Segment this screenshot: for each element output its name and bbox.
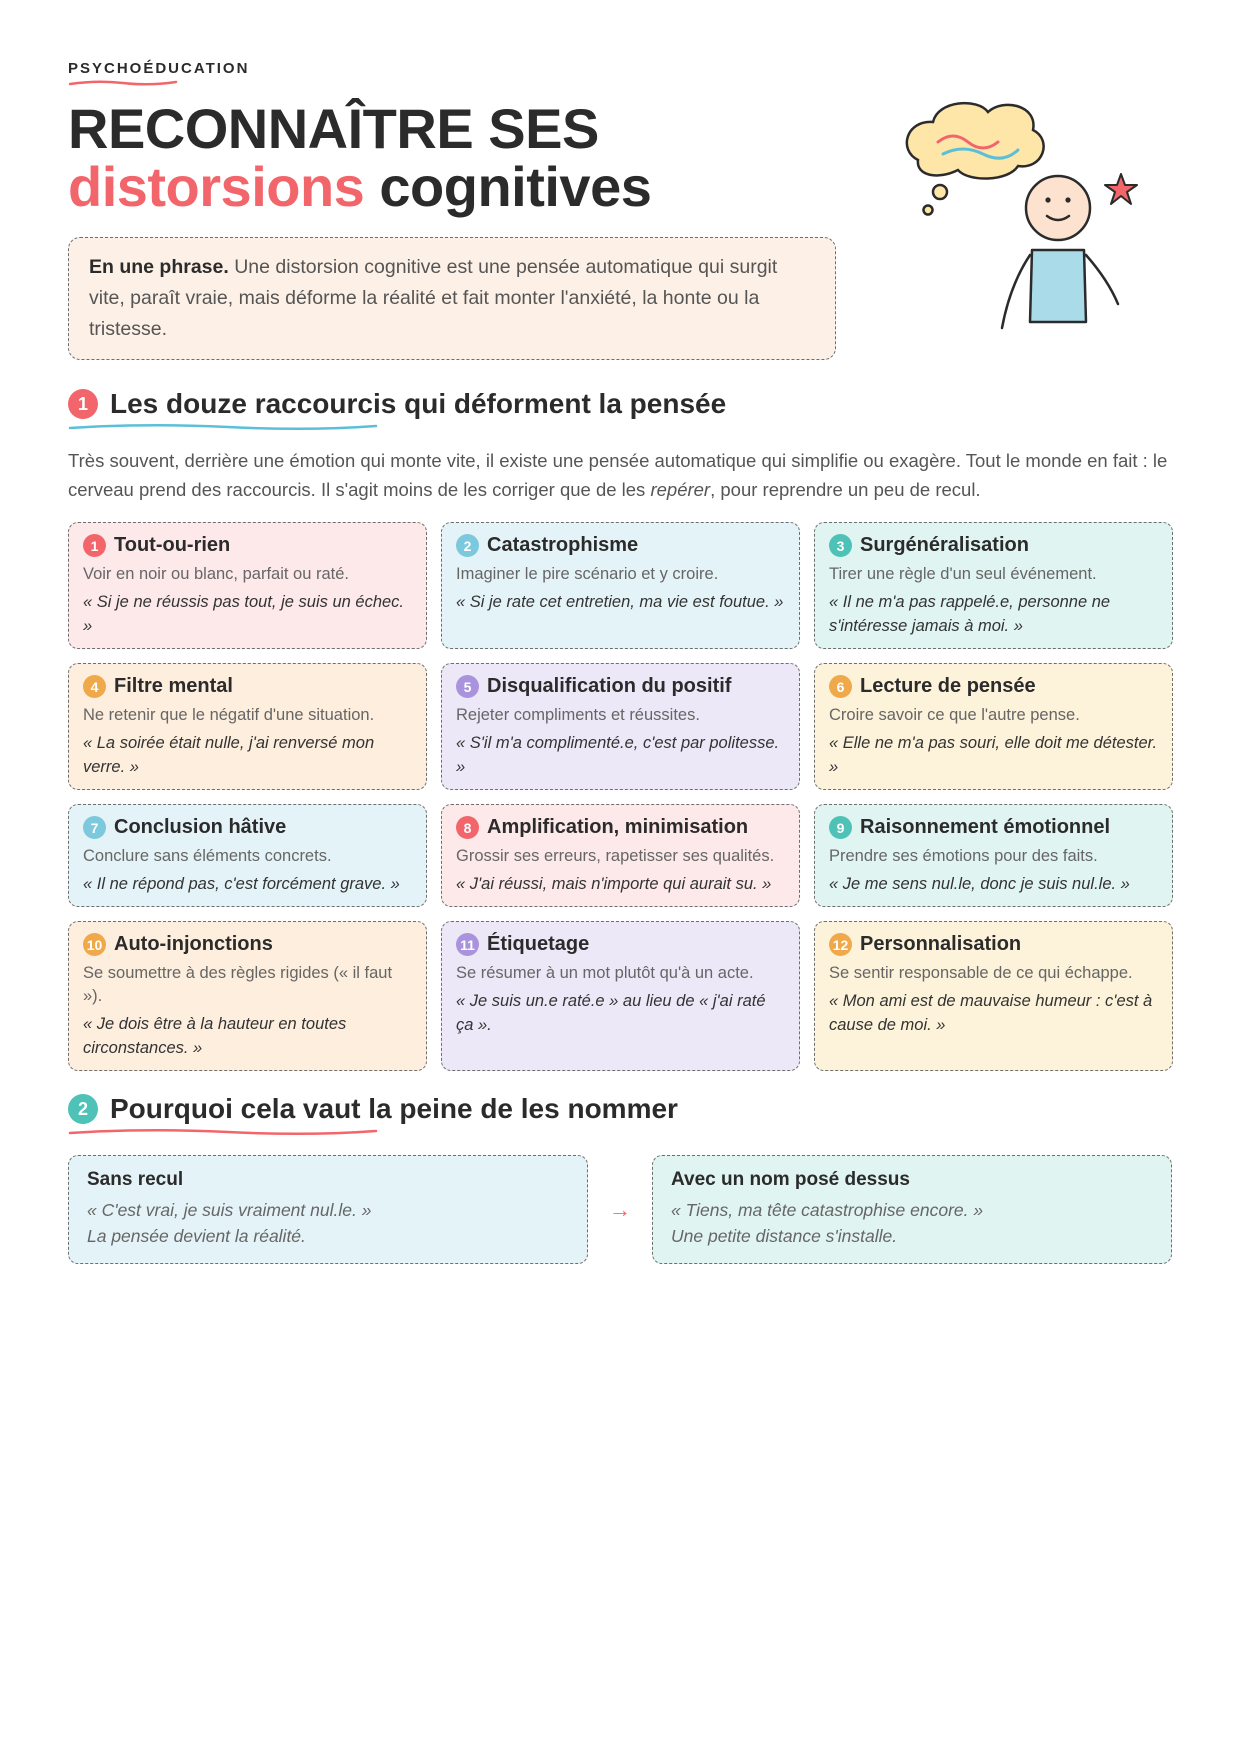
distortion-card (441, 804, 800, 907)
card-header (829, 816, 1158, 839)
kicker: PSYCHOÉDUCATION (68, 60, 250, 77)
card-name: Amplification, minimisation (487, 816, 749, 838)
card-header (456, 534, 785, 557)
card-name: Auto-injonctions (114, 933, 273, 955)
without-distance-note: La pensée devient la réalité. (87, 1226, 306, 1246)
section-1-heading (68, 388, 1172, 420)
card-description: Rejeter compliments et réussites. (456, 706, 700, 724)
card-number: 3 (829, 534, 852, 557)
title-line-1: RECONNAÎTRE SES (68, 97, 599, 160)
with-name-box (652, 1155, 1172, 1264)
card-description: Se soumettre à des règles rigides (« il faut »). (83, 964, 393, 1005)
card-number: 11 (456, 933, 479, 956)
card-example: « La soirée était nulle, j'ai renversé mon verre. » (83, 734, 375, 776)
card-name: Étiquetage (487, 933, 590, 955)
card-number: 6 (829, 675, 852, 698)
lead-emphasis: repérer (650, 479, 711, 500)
card-name: Personnalisation (860, 933, 1022, 955)
card-header (456, 675, 785, 698)
distortion-card (441, 522, 800, 649)
comparison-row (68, 1155, 1172, 1264)
page (68, 60, 1172, 1264)
distortion-card (68, 921, 427, 1071)
card-header (829, 675, 1158, 698)
section-2-title: Pourquoi cela vaut la peine de les nommer (110, 1093, 678, 1124)
card-name: Tout-ou-rien (114, 534, 231, 556)
card-number: 10 (83, 933, 106, 956)
lead-part-a: Très souvent, derrière une émotion qui monte vite, il existe une pensée automatique qui simplifie ou exagère. Tout le monde en fait : le cerveau prend des raccourcis. Il s'agit moins de les corriger que de les (68, 450, 1168, 500)
card-example: « J'ai réussi, mais n'importe qui aurait su. » (456, 875, 772, 893)
card-example: « Il ne répond pas, c'est forcément grave. » (83, 875, 400, 893)
card-description: Imaginer le pire scénario et y croire. (456, 565, 719, 583)
section-1-lead (68, 446, 1168, 504)
title-rest: cognitives (379, 155, 652, 218)
with-name-note: Une petite distance s'installe. (671, 1226, 898, 1246)
distortion-card (814, 522, 1173, 649)
card-example: « Je suis un.e raté.e » au lieu de « j'ai raté ça ». (456, 992, 766, 1034)
kicker-underline (68, 79, 178, 87)
distortion-card (68, 804, 427, 907)
card-header (83, 675, 412, 698)
card-number: 5 (456, 675, 479, 698)
distortion-card (68, 522, 427, 649)
arrow-right-icon: → (609, 1196, 631, 1222)
with-name-quote: « Tiens, ma tête catastrophise encore. » (671, 1200, 984, 1220)
distortions-grid (68, 522, 1172, 1071)
intro-text: Une distorsion cognitive est une pensée automatique qui surgit vite, paraît vraie, mais déforme la réalité et fait monter l'anxiété, la honte ou la tristesse. (89, 256, 778, 340)
card-description: Tirer une règle d'un seul événement. (829, 565, 1097, 583)
card-name: Conclusion hâtive (114, 816, 287, 838)
card-description: Se sentir responsable de ce qui échappe. (829, 964, 1133, 982)
card-name: Raisonnement émotionnel (860, 816, 1111, 838)
section-2-underline (68, 1127, 378, 1137)
person-icon (1002, 176, 1118, 328)
card-description: Grossir ses erreurs, rapetisser ses qualités. (456, 847, 775, 865)
card-number: 4 (83, 675, 106, 698)
card-example: « S'il m'a complimenté.e, c'est par politesse. » (456, 734, 780, 776)
card-header (829, 534, 1158, 557)
card-number: 9 (829, 816, 852, 839)
card-name: Lecture de pensée (860, 675, 1036, 697)
card-description: Croire savoir ce que l'autre pense. (829, 706, 1080, 724)
card-example: « Il ne m'a pas rappelé.e, personne ne s'intéresse jamais à moi. » (829, 593, 1111, 635)
distortion-card (814, 921, 1173, 1071)
lead-part-b: , pour reprendre un peu de recul. (710, 479, 981, 500)
title-accent: distorsions (68, 155, 365, 218)
intro-lead: En une phrase. (89, 256, 229, 278)
section-1-number: 1 (68, 389, 98, 419)
section-2-number: 2 (68, 1094, 98, 1124)
card-header (83, 534, 412, 557)
card-number: 1 (83, 534, 106, 557)
card-description: Voir en noir ou blanc, parfait ou raté. (83, 565, 349, 583)
card-description: Prendre ses émotions pour des faits. (829, 847, 1098, 865)
without-distance-title: Sans recul (87, 1169, 184, 1190)
card-header (83, 933, 412, 956)
card-example: « Je me sens nul.le, donc je suis nul.le. » (829, 875, 1130, 893)
card-name: Disqualification du positif (487, 675, 732, 697)
card-name: Filtre mental (114, 675, 233, 697)
distortion-card (814, 804, 1173, 907)
card-name: Catastrophisme (487, 534, 639, 556)
card-description: Conclure sans éléments concrets. (83, 847, 332, 865)
intro-box (68, 237, 836, 360)
card-header (456, 816, 785, 839)
card-example: « Je dois être à la hauteur en toutes circonstances. » (83, 1015, 347, 1057)
section-2-heading (68, 1093, 1172, 1125)
card-number: 12 (829, 933, 852, 956)
star-icon (1105, 174, 1137, 204)
distortion-card (814, 663, 1173, 790)
card-header (829, 933, 1158, 956)
thinking-person-illustration (898, 90, 1178, 350)
card-header (456, 933, 785, 956)
distortion-card (441, 663, 800, 790)
card-header (83, 816, 412, 839)
card-example: « Mon ami est de mauvaise humeur : c'est à cause de moi. » (829, 992, 1153, 1034)
card-description: Se résumer à un mot plutôt qu'à un acte. (456, 964, 754, 982)
without-distance-box (68, 1155, 588, 1264)
card-number: 8 (456, 816, 479, 839)
card-name: Surgénéralisation (860, 534, 1029, 556)
distortion-card (68, 663, 427, 790)
thought-cloud-icon (907, 103, 1044, 214)
card-example: « Elle ne m'a pas souri, elle doit me détester. » (829, 734, 1158, 776)
section-1-underline (68, 422, 378, 432)
section-1-title: Les douze raccourcis qui déforment la pensée (110, 388, 727, 419)
without-distance-quote: « C'est vrai, je suis vraiment nul.le. » (87, 1200, 372, 1220)
with-name-title: Avec un nom posé dessus (671, 1169, 910, 1190)
card-number: 7 (83, 816, 106, 839)
card-description: Ne retenir que le négatif d'une situation. (83, 706, 375, 724)
card-example: « Si je rate cet entretien, ma vie est foutue. » (456, 593, 784, 611)
card-example: « Si je ne réussis pas tout, je suis un échec. » (83, 593, 405, 635)
card-number: 2 (456, 534, 479, 557)
distortion-card (441, 921, 800, 1071)
